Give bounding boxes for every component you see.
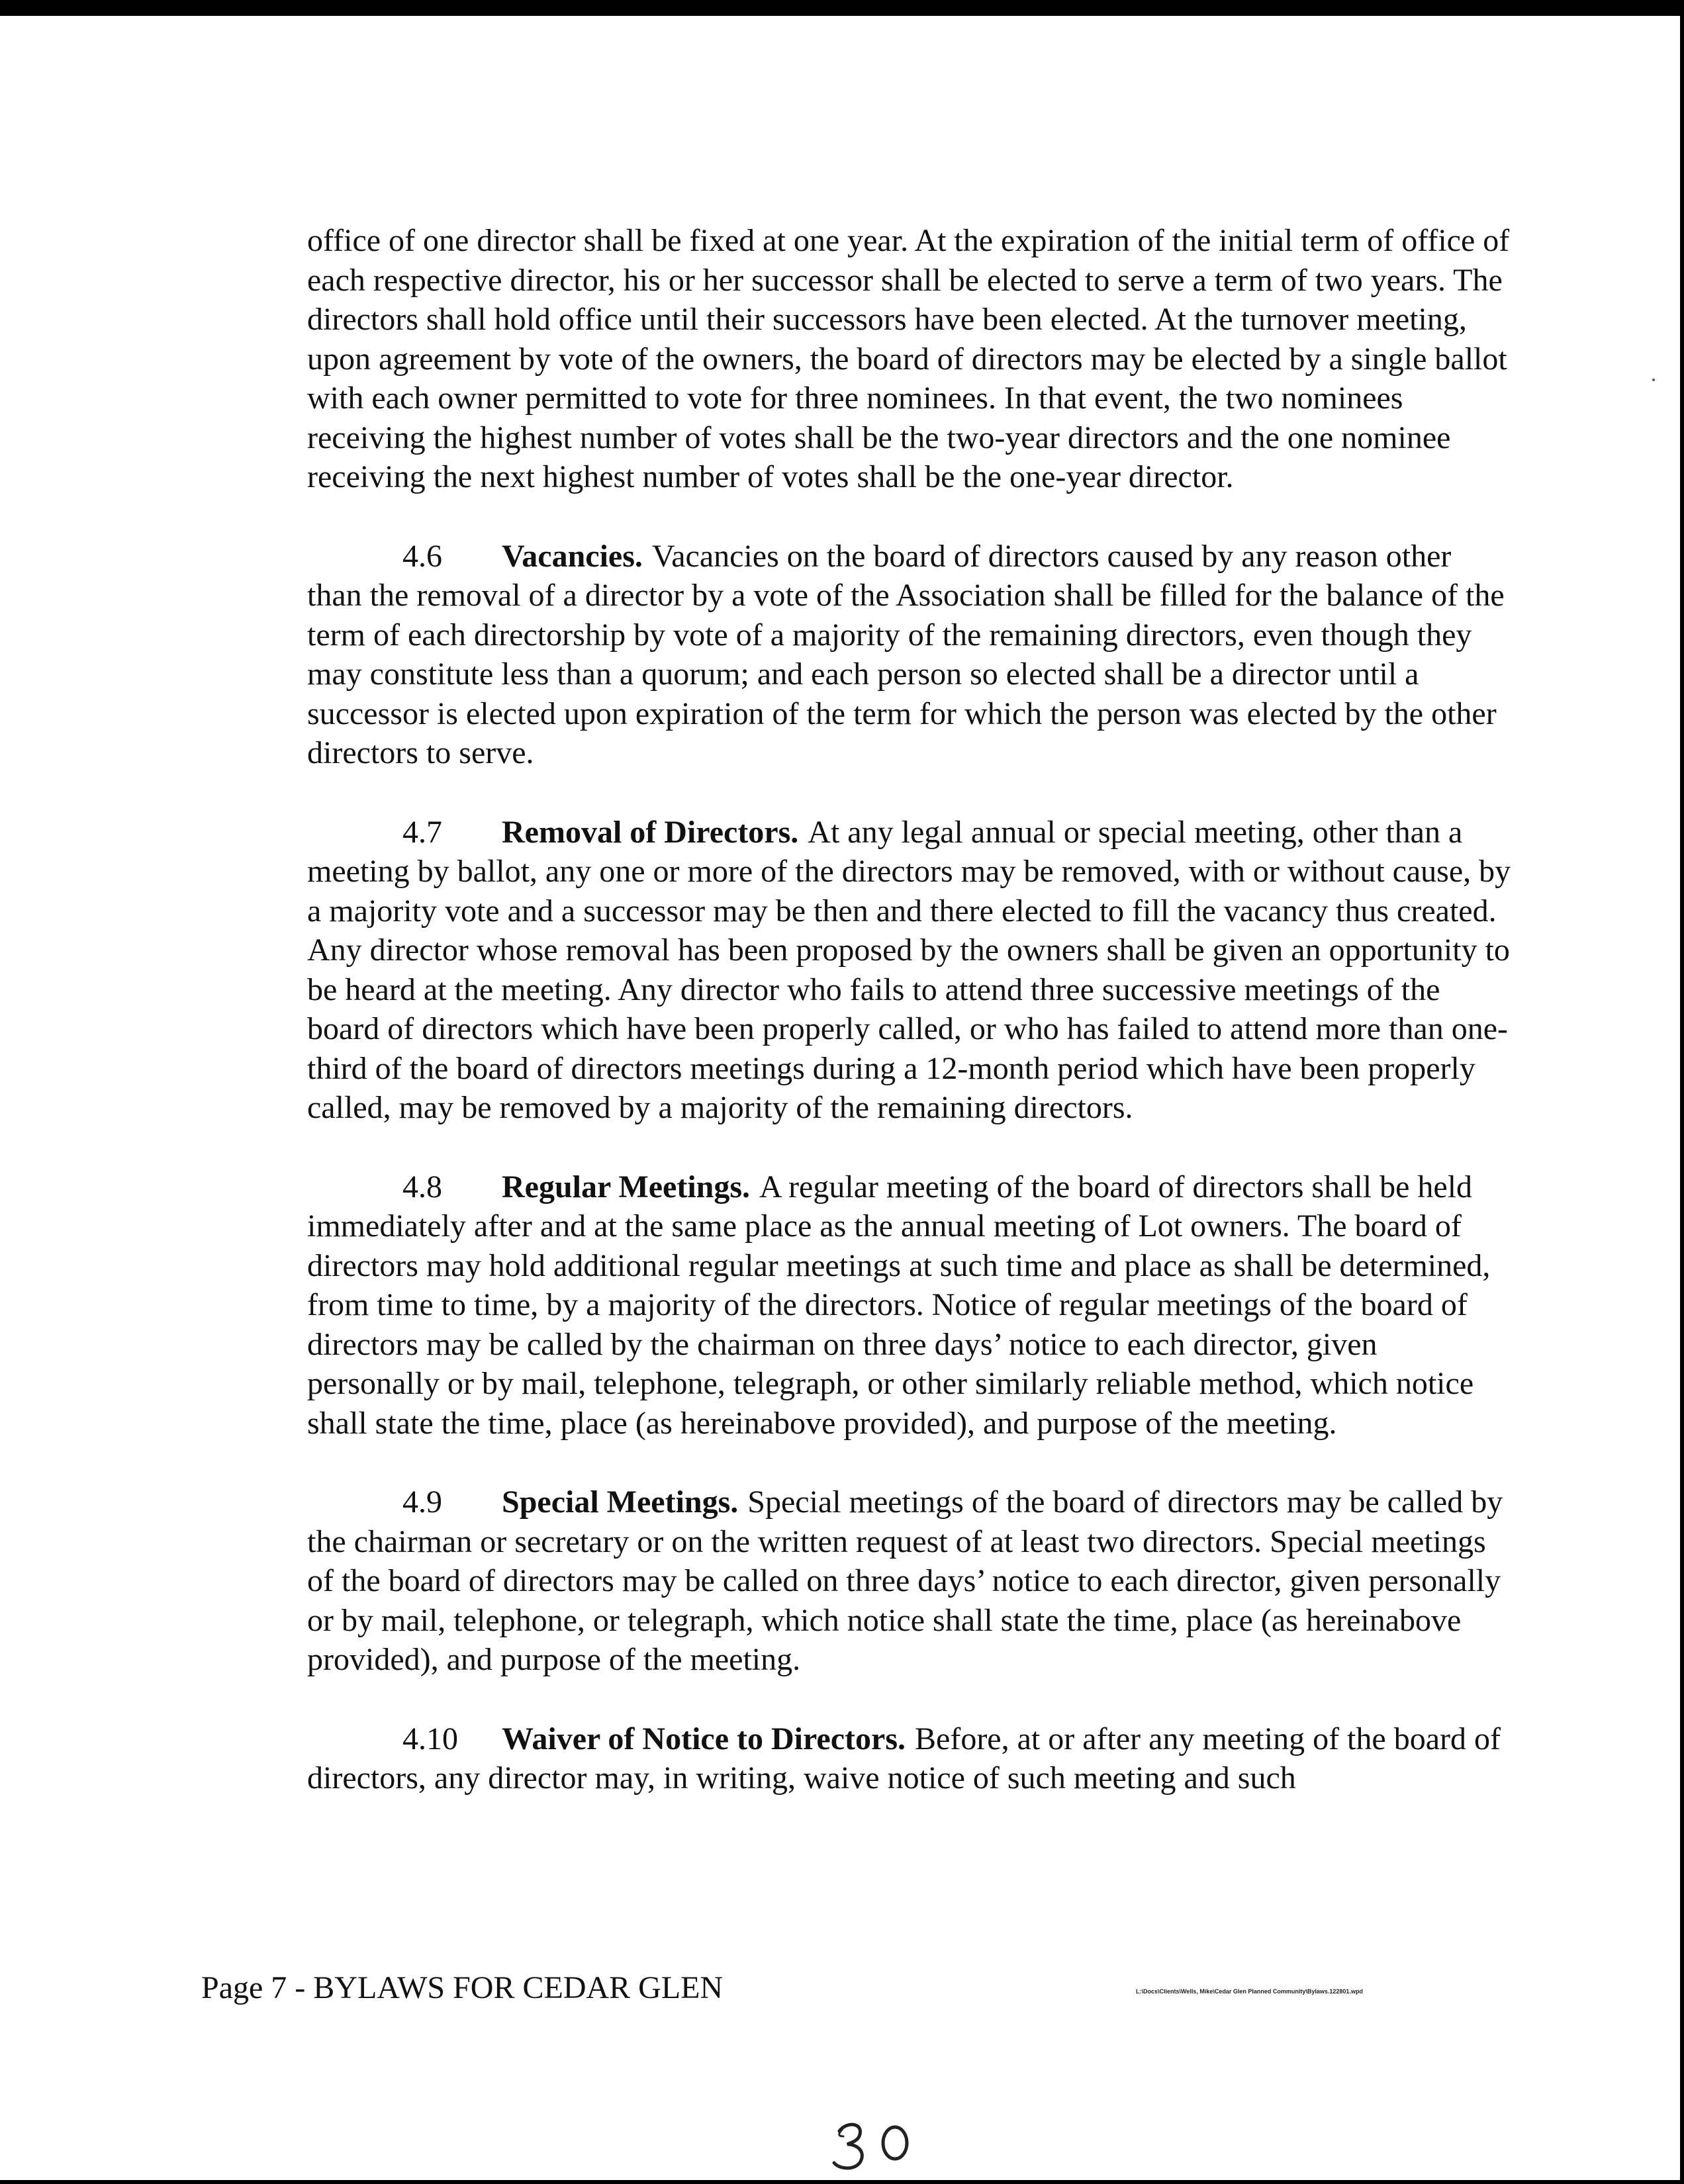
section-title: Waiver of Notice to Directors. xyxy=(502,1721,906,1756)
section-title: Regular Meetings. xyxy=(502,1169,751,1205)
section-title: Removal of Directors. xyxy=(502,814,799,850)
section-text: At any legal annual or special meeting, other than a meeting by ballot, any one or more of the directors may be removed, with or without cause, by a majority vote and a successor may be then and there elected to fill the vacancy thus created. Any director whose removal has been proposed by the owners shall be given an opportunity to be heard at the meeting. Any director who fails to attend three successive meetings of the board of directors which have been properly called, or who has failed to attend more than one-third of the board of directors meetings during a 12-month period which have been properly called, may be removed by a majority of the remaining directors. xyxy=(307,814,1511,1125)
continuation-paragraph: office of one director shall be fixed at one year. At the expiration of the initial term of office of each respective director, his or her successor shall be elected to serve a term of two years. The directors shall hold office until their successors have been elected. At the turnover meeting, upon agreement by vote of the owners, the board of directors may be elected by a single ballot with each owner permitted to vote for three nominees. In that event, the two nominees receiving the highest number of votes shall be the two-year directors and the one nominee receiving the next highest number of votes shall be the one-year director. xyxy=(307,223,1510,494)
section-4-7 xyxy=(307,813,1512,1128)
footer-page-label: Page 7 - BYLAWS FOR CEDAR GLEN xyxy=(201,1970,724,2005)
section-4-9 xyxy=(307,1482,1512,1680)
scan-speck xyxy=(1652,379,1655,381)
section-title: Special Meetings. xyxy=(502,1484,739,1520)
section-number: 4.6 xyxy=(402,538,442,574)
handwritten-page-number xyxy=(830,2116,916,2176)
section-text: A regular meeting of the board of directors shall be held immediately after and at the same place as the annual meeting of Lot owners. The board of directors may hold additional regular meetings at such time and place as shall be determined, from time to time, by a majority of the directors. Notice of regular meetings of the board of directors may be called by the chairman on three days’ notice to each director, given personally or by mail, telephone, telegraph, or other similarly reliable method, which notice shall state the time, place (as hereinabove provided), and purpose of the meeting. xyxy=(307,1169,1491,1441)
section-4-6 xyxy=(307,537,1512,773)
section-number: 4.8 xyxy=(402,1169,442,1205)
section-number: 4.10 xyxy=(402,1721,458,1756)
section-text: Before, at or after any meeting of the board of directors, any director may, in writing, waive notice of such meeting and such xyxy=(307,1721,1501,1796)
section-title: Vacancies. xyxy=(502,538,643,574)
document-body xyxy=(307,221,1512,1838)
section-number: 4.9 xyxy=(402,1484,442,1520)
section-text: Vacancies on the board of directors caused by any reason other than the removal of a director by a vote of the Association shall be filled for the balance of the term of each directorship by vote of a majority of the remaining directors, even though they may constitute less than a quorum; and each person so elected shall be a director until a successor is elected upon expiration of the term for which the person was elected by the other directors to serve. xyxy=(307,538,1505,770)
section-4-10 xyxy=(307,1719,1512,1798)
section-4-8 xyxy=(307,1167,1512,1443)
scan-border-right xyxy=(1680,0,1684,2184)
scan-border-bottom xyxy=(0,2180,1684,2184)
scan-border-top xyxy=(0,0,1684,16)
section-text: Special meetings of the board of directors may be called by the chairman or secretary or on the written request of at least two directors. Special meetings of the board of directors may be called on three days’ notice to each director, given personally or by mail, telephone, or telegraph, which notice shall state the time, place (as hereinabove provided), and purpose of the meeting. xyxy=(307,1484,1503,1677)
footer-file-path: L:\Docs\Clients\Wells, Mike\Cedar Glen Planned Community\Bylaws.122801.wpd xyxy=(1136,1988,1363,1995)
section-number: 4.7 xyxy=(402,814,442,850)
